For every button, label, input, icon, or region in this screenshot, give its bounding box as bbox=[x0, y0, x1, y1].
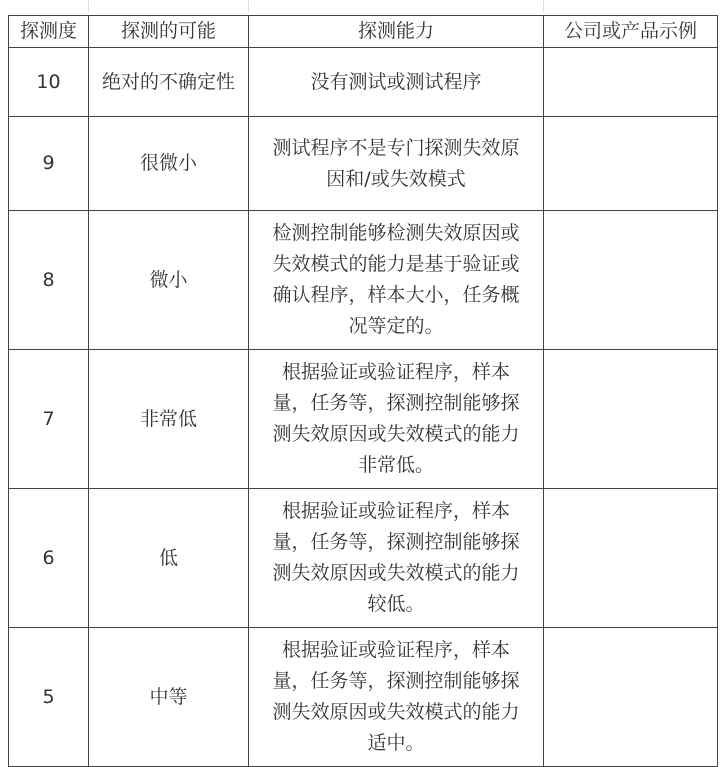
capability-line: 非常低。 bbox=[357, 454, 434, 476]
header-capability: 探测能力 bbox=[249, 16, 544, 48]
capability-cell bbox=[249, 350, 544, 489]
likelihood-cell: 很微小 bbox=[89, 117, 249, 211]
example-cell bbox=[544, 48, 718, 117]
likelihood-cell: 中等 bbox=[89, 628, 249, 767]
capability-cell bbox=[249, 628, 544, 767]
divider bbox=[543, 0, 544, 12]
capability-cell bbox=[249, 211, 544, 350]
example-cell bbox=[544, 628, 718, 767]
likelihood-cell: 低 bbox=[89, 489, 249, 628]
header-rating: 探测度 bbox=[9, 16, 89, 48]
rating-cell: 7 bbox=[9, 350, 89, 489]
rating-cell: 8 bbox=[9, 211, 89, 350]
likelihood-cell: 非常低 bbox=[89, 350, 249, 489]
table-row bbox=[9, 489, 718, 628]
capability-line: 况等定的。 bbox=[348, 315, 444, 337]
capability-line: 适中。 bbox=[367, 732, 425, 754]
capability-line: 测失效原因或失效模式的能力 bbox=[272, 423, 520, 445]
header-likelihood: 探测的可能 bbox=[89, 16, 249, 48]
capability-line: 根据验证或验证程序，样本 bbox=[281, 361, 510, 383]
likelihood-cell: 绝对的不确定性 bbox=[89, 48, 249, 117]
table-row bbox=[9, 48, 718, 117]
capability-line: 测失效原因或失效模式的能力 bbox=[272, 701, 520, 723]
divider bbox=[248, 0, 249, 12]
capability-line: 根据验证或验证程序，样本 bbox=[281, 500, 510, 522]
capability-line: 因和/或失效模式 bbox=[326, 167, 466, 190]
divider bbox=[88, 0, 89, 12]
table-row bbox=[9, 350, 718, 489]
example-cell bbox=[544, 489, 718, 628]
example-cell bbox=[544, 211, 718, 350]
rating-cell: 10 bbox=[9, 48, 89, 117]
example-cell bbox=[544, 350, 718, 489]
capability-line: 测试程序不是专门探测失效原 bbox=[272, 136, 520, 159]
capability-line: 量，任务等，探测控制能够探 bbox=[272, 531, 520, 553]
capability-line: 量，任务等，探测控制能够探 bbox=[272, 392, 520, 414]
rating-cell: 9 bbox=[9, 117, 89, 211]
rating-cell: 6 bbox=[9, 489, 89, 628]
capability-line: 较低。 bbox=[367, 593, 425, 615]
capability-line: 失效模式的能力是基于验证或 bbox=[272, 253, 520, 275]
capability-cell bbox=[249, 489, 544, 628]
table-row bbox=[9, 628, 718, 767]
capability-line: 检测控制能够检测失效原因或 bbox=[272, 222, 520, 244]
likelihood-cell: 微小 bbox=[89, 211, 249, 350]
example-cell bbox=[544, 117, 718, 211]
rating-cell: 5 bbox=[9, 628, 89, 767]
capability-line: 确认程序，样本大小，任务概 bbox=[272, 284, 520, 306]
capability-cell bbox=[249, 48, 544, 117]
capability-line: 没有测试或测试程序 bbox=[310, 70, 482, 93]
capability-line: 测失效原因或失效模式的能力 bbox=[272, 562, 520, 584]
capability-line: 量，任务等，探测控制能够探 bbox=[272, 670, 520, 692]
table-row bbox=[9, 117, 718, 211]
header-row bbox=[9, 16, 718, 48]
table-row bbox=[9, 211, 718, 350]
capability-line: 根据验证或验证程序，样本 bbox=[281, 639, 510, 661]
detection-rating-table bbox=[8, 15, 718, 767]
capability-cell bbox=[249, 117, 544, 211]
header-example: 公司或产品示例 bbox=[544, 16, 718, 48]
